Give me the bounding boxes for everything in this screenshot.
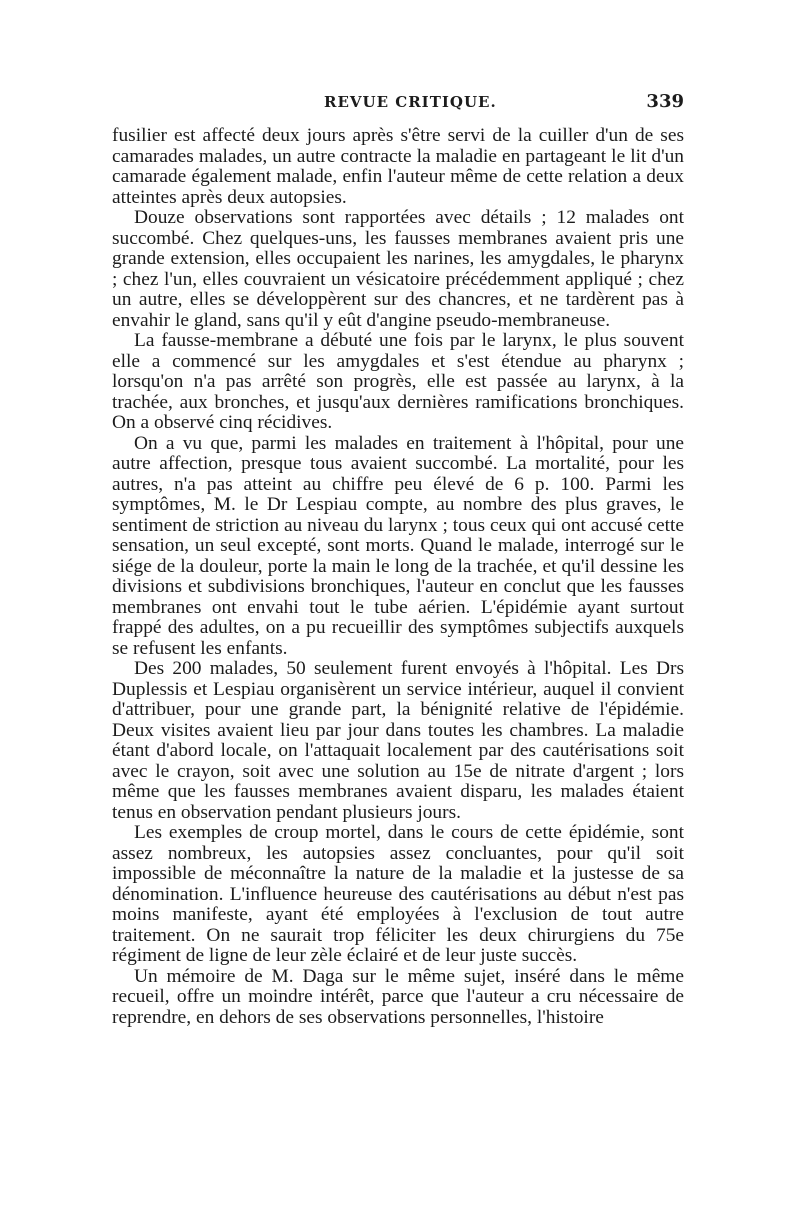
paragraph: Un mémoire de M. Daga sur le même sujet, inséré dans le même recueil, offre un moindre intérêt, parce que l'auteur a cru nécessaire de reprendre, en dehors de ses observations personnelles, l'histoire [112,965,684,1028]
paragraph: La fausse-membrane a débuté une fois par le larynx, le plus souvent elle a commencé sur les amygdales et s'est étendue au pharynx ; lorsqu'on n'a pas arrêté son progrès, elle est passée au larynx, à la trachée, aux bronches, et jusqu'aux dernières ramifications bronchiques. On a observé cinq récidives. [112,330,684,433]
paragraph: Des 200 malades, 50 seulement furent envoyés à l'hôpital. Les Drs Duplessis et Lespiau organisèrent un service intérieur, auquel il convient d'attribuer, pour une grande part, la bénignité relative de l'épidémie. Deux visites avaient lieu par jour dans toutes les chambres. La maladie étant d'abord locale, on l'attaquait localement par des cautérisations soit avec le crayon, soit avec une solution au 15e de nitrate d'argent ; lors même que les fausses membranes avaient disparu, les malades étaient tenus en observation pendant plusieurs jours. [112,658,684,823]
paragraph: Douze observations sont rapportées avec détails ; 12 malades ont succombé. Chez quelques-uns, les fausses membranes avaient pris une grande extension, elles occupaient les narines, les amygdales, le pharynx ; chez l'un, elles couvraient un vésicatoire précédemment appliqué ; chez un autre, elles se développèrent sur des chancres, et ne tardèrent pas à envahir le gland, sans qu'il y eût d'angine pseudo-membraneuse. [112,207,684,331]
body-text [112,126,684,1028]
paragraph: Les exemples de croup mortel, dans le cours de cette épidémie, sont assez nombreux, les autopsies assez concluantes, pour qu'il soit impossible de méconnaître la nature de la maladie et la justesse de sa dénomination. L'influence heureuse des cautérisations au début n'est pas moins manifeste, ayant été employées à l'exclusion de tout autre traitement. On ne saurait trop féliciter les deux chirurgiens du 75e régiment de ligne de leur zèle éclairé et de leur juste succès. [112,822,684,966]
page-header [112,89,684,115]
paragraph: On a vu que, parmi les malades en traitement à l'hôpital, pour une autre affection, presque tous avaient succombé. La mortalité, pour les autres, n'a pas atteint au chiffre peu élevé de 6 p. 100. Parmi les symptômes, M. le Dr Lespiau compte, au nombre des plus graves, le sentiment de striction au niveau du larynx ; tous ceux qui ont accusé cette sensation, un seul excepté, sont morts. Quand le malade, interrogé sur le siége de la douleur, porte la main le long de la trachée, et qu'il dessine les divisions et subdivisions bronchiques, l'auteur en conclut que les fausses membranes ont envahi tout le tube aérien. L'épidémie ayant surtout frappé des adultes, on a pu recueillir des symptômes subjectifs auxquels se refusent les enfants. [112,432,684,659]
paragraph: fusilier est affecté deux jours après s'être servi de la cuiller d'un de ses camarades malades, un autre contracte la maladie en partageant le lit d'un camarade également malade, enfin l'auteur même de cette relation a deux atteintes après deux autopsies. [112,125,684,208]
running-head: REVUE CRITIQUE. [324,93,497,111]
page-number: 339 [646,91,684,112]
